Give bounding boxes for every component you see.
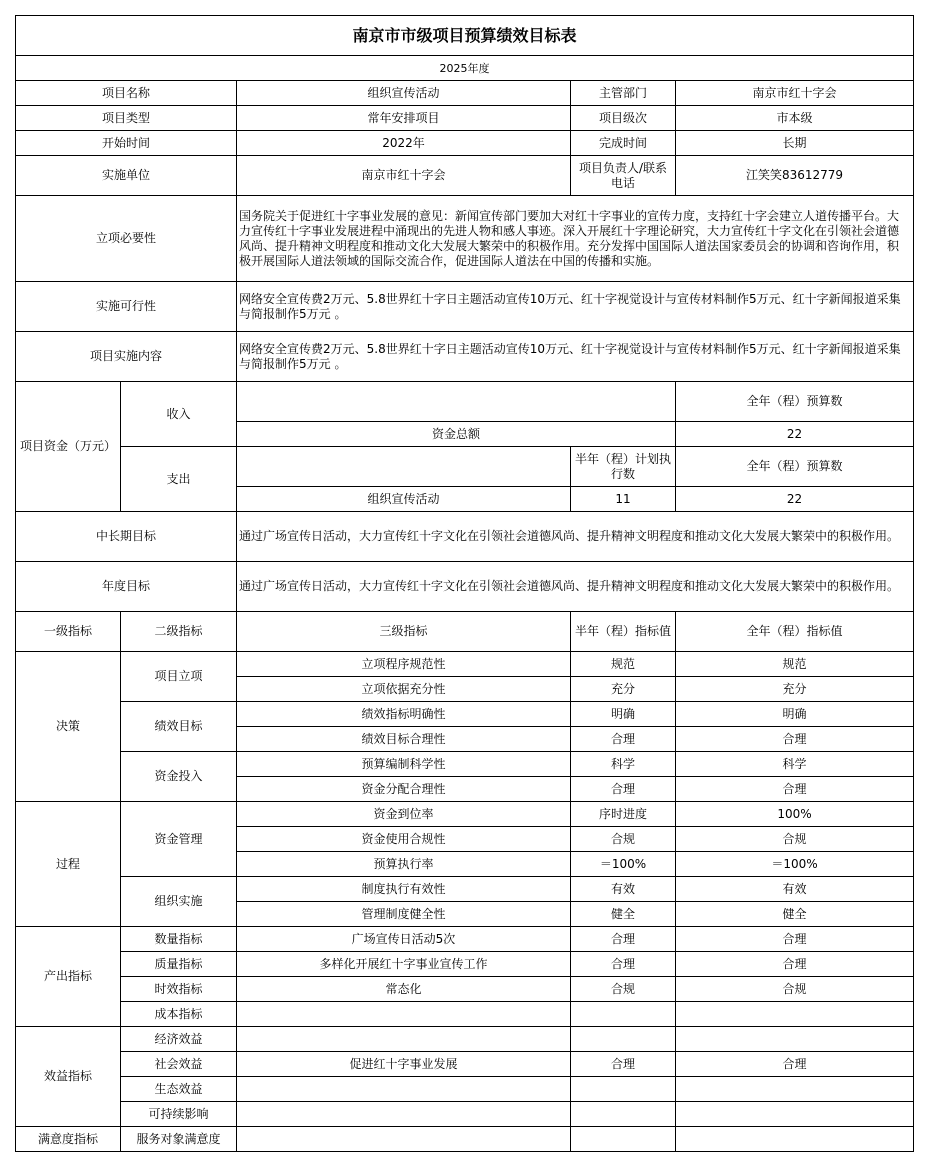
level2-name: 时效指标 (121, 977, 237, 1002)
level3-name: 资金使用合规性 (237, 827, 571, 852)
expense-half-value: 11 (571, 487, 676, 512)
level2-performance-target: 绩效目标 (121, 702, 237, 752)
level2-name: 成本指标 (121, 1002, 237, 1027)
level2-name: 质量指标 (121, 952, 237, 977)
level3-name (237, 1027, 571, 1052)
half-value (571, 1102, 676, 1127)
full-value: 合理 (676, 927, 914, 952)
header-level1: 一级指标 (16, 612, 121, 652)
half-value: 序时进度 (571, 802, 676, 827)
half-value (571, 1027, 676, 1052)
full-value (676, 1102, 914, 1127)
necessity-text: 国务院关于促进红十字事业发展的意见：新闻宣传部门要加大对红十字事业的宣传力度，支持红十字会建立人道传播平台。大力宣传红十字事业发展进程中涌现出的先进人物和感人事迹。深入开展红十字理论研究，大力宣传红十字文化在引领社会道德风尚、提升精神文明程度和推动文化大发展大繁荣中的积极作用。充分发挥中国国际人道法国家委员会的协调和咨询作用，积极开展国际人道法领域的国际交流合作，促进国际人道法在中国的传播和实施。 (237, 196, 914, 282)
full-value (676, 1027, 914, 1052)
project-type-value: 常年安排项目 (237, 106, 571, 131)
level3-name (237, 1077, 571, 1102)
content-label: 项目实施内容 (16, 332, 237, 382)
level3-name (237, 1102, 571, 1127)
annual-text: 通过广场宣传日活动，大力宣传红十字文化在引领社会道德风尚、提升精神文明程度和推动文化大发展大繁荣中的积极作用。 (237, 562, 914, 612)
header-level2: 二级指标 (121, 612, 237, 652)
full-value: 合理 (676, 727, 914, 752)
full-value: 明确 (676, 702, 914, 727)
header-half-year: 半年（程）指标值 (571, 612, 676, 652)
level2-name: 可持续影响 (121, 1102, 237, 1127)
project-type-label: 项目类型 (16, 106, 237, 131)
year-label: 2025年度 (16, 56, 914, 81)
level2-fund-input: 资金投入 (121, 752, 237, 802)
full-value: 充分 (676, 677, 914, 702)
project-level-value: 市本级 (676, 106, 914, 131)
half-value: 充分 (571, 677, 676, 702)
half-value: ＝100% (571, 852, 676, 877)
half-value: 规范 (571, 652, 676, 677)
expense-full-value: 22 (676, 487, 914, 512)
long-term-text: 通过广场宣传日活动，大力宣传红十字文化在引领社会道德风尚、提升精神文明程度和推动文化大发展大繁荣中的积极作用。 (237, 512, 914, 562)
project-level-label: 项目级次 (571, 106, 676, 131)
level2-name: 数量指标 (121, 927, 237, 952)
level3-name: 立项程序规范性 (237, 652, 571, 677)
expense-label: 支出 (121, 447, 237, 512)
project-name-value: 组织宣传活动 (237, 81, 571, 106)
start-time-value: 2022年 (237, 131, 571, 156)
full-value: 合规 (676, 827, 914, 852)
feasibility-label: 实施可行性 (16, 282, 237, 332)
expense-half-year-header: 半年（程）计划执行数 (571, 447, 676, 487)
half-value: 健全 (571, 902, 676, 927)
income-header-blank (237, 382, 676, 422)
total-funds-value: 22 (676, 422, 914, 447)
half-value: 合规 (571, 977, 676, 1002)
full-value: 合理 (676, 777, 914, 802)
project-name-label: 项目名称 (16, 81, 237, 106)
full-value: 合理 (676, 1052, 914, 1077)
half-value: 合理 (571, 727, 676, 752)
level2-organization: 组织实施 (121, 877, 237, 927)
full-value (676, 1127, 914, 1152)
header-full-year: 全年（程）指标值 (676, 612, 914, 652)
level1-decision: 决策 (16, 652, 121, 802)
expense-item: 组织宣传活动 (237, 487, 571, 512)
level1-process: 过程 (16, 802, 121, 927)
half-value: 合理 (571, 952, 676, 977)
level2-name: 生态效益 (121, 1077, 237, 1102)
full-value: 合理 (676, 952, 914, 977)
level3-name: 资金到位率 (237, 802, 571, 827)
full-value: ＝100% (676, 852, 914, 877)
income-full-year-header: 全年（程）预算数 (676, 382, 914, 422)
level1-satisfaction: 满意度指标 (16, 1127, 121, 1152)
level3-name: 资金分配合理性 (237, 777, 571, 802)
half-value (571, 1127, 676, 1152)
half-value: 合理 (571, 927, 676, 952)
content-text: 网络安全宣传费2万元、5.8世界红十字日主题活动宣传10万元、红十字视觉设计与宣传材料制作5万元、红十字新闻报道采集与简报制作5万元 。 (237, 332, 914, 382)
annual-label: 年度目标 (16, 562, 237, 612)
end-time-label: 完成时间 (571, 131, 676, 156)
dept-label: 主管部门 (571, 81, 676, 106)
end-time-value: 长期 (676, 131, 914, 156)
full-value (676, 1077, 914, 1102)
half-value (571, 1077, 676, 1102)
total-funds-label: 资金总额 (237, 422, 676, 447)
header-level3: 三级指标 (237, 612, 571, 652)
full-value: 健全 (676, 902, 914, 927)
performance-target-table (15, 15, 914, 1152)
level3-name: 预算编制科学性 (237, 752, 571, 777)
level3-name: 立项依据充分性 (237, 677, 571, 702)
half-value (571, 1002, 676, 1027)
level3-name: 常态化 (237, 977, 571, 1002)
long-term-label: 中长期目标 (16, 512, 237, 562)
full-value: 规范 (676, 652, 914, 677)
unit-label: 实施单位 (16, 156, 237, 196)
unit-value: 南京市红十字会 (237, 156, 571, 196)
necessity-label: 立项必要性 (16, 196, 237, 282)
level3-name (237, 1002, 571, 1027)
level3-name: 管理制度健全性 (237, 902, 571, 927)
level3-name: 多样化开展红十字事业宣传工作 (237, 952, 571, 977)
level3-name: 绩效目标合理性 (237, 727, 571, 752)
half-value: 有效 (571, 877, 676, 902)
income-label: 收入 (121, 382, 237, 447)
half-value: 合规 (571, 827, 676, 852)
dept-value: 南京市红十字会 (676, 81, 914, 106)
level1-output: 产出指标 (16, 927, 121, 1027)
level2-name: 经济效益 (121, 1027, 237, 1052)
full-value: 合规 (676, 977, 914, 1002)
expense-header-blank (237, 447, 571, 487)
full-value (676, 1002, 914, 1027)
level3-name: 广场宣传日活动5次 (237, 927, 571, 952)
half-value: 合理 (571, 1052, 676, 1077)
level3-name: 绩效指标明确性 (237, 702, 571, 727)
level2-name: 社会效益 (121, 1052, 237, 1077)
feasibility-text: 网络安全宣传费2万元、5.8世界红十字日主题活动宣传10万元、红十字视觉设计与宣传材料制作5万元、红十字新闻报道采集与简报制作5万元 。 (237, 282, 914, 332)
contact-value: 江笑笑83612779 (676, 156, 914, 196)
level2-fund-management: 资金管理 (121, 802, 237, 877)
level2-name: 服务对象满意度 (121, 1127, 237, 1152)
full-value: 有效 (676, 877, 914, 902)
full-value: 科学 (676, 752, 914, 777)
half-value: 科学 (571, 752, 676, 777)
contact-label: 项目负责人/联系电话 (571, 156, 676, 196)
level2-project-setup: 项目立项 (121, 652, 237, 702)
level3-name: 制度执行有效性 (237, 877, 571, 902)
level3-name (237, 1127, 571, 1152)
level1-benefit: 效益指标 (16, 1027, 121, 1127)
level3-name: 促进红十字事业发展 (237, 1052, 571, 1077)
expense-full-year-header: 全年（程）预算数 (676, 447, 914, 487)
page-title: 南京市市级项目预算绩效目标表 (16, 16, 914, 56)
level3-name: 预算执行率 (237, 852, 571, 877)
start-time-label: 开始时间 (16, 131, 237, 156)
full-value: 100% (676, 802, 914, 827)
funds-label: 项目资金（万元） (16, 382, 121, 512)
half-value: 明确 (571, 702, 676, 727)
half-value: 合理 (571, 777, 676, 802)
